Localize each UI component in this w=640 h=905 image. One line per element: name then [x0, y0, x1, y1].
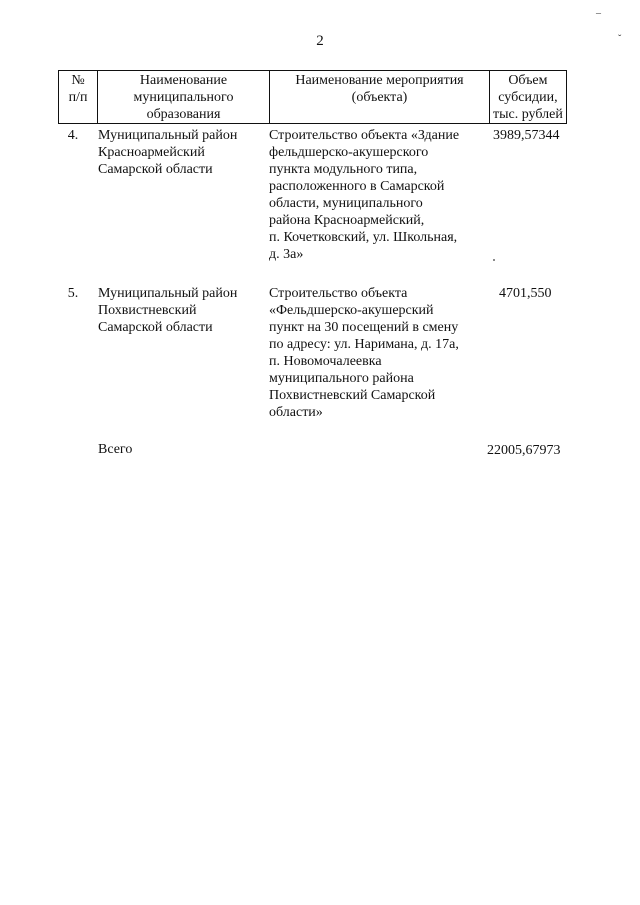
row-municipality: Муниципальный район Красноармейский Самарской области [98, 128, 238, 177]
page-number: 2 [316, 33, 324, 49]
row-sum: 3989,57344 [493, 128, 560, 143]
row-event: Строительство объекта «Здание фельдшерско-акушерского пункта модульного типа, расположенного в Самарской области, муниципального района Красноармейский, п. Кочетковский, ул. Школьная, д. 3а» [269, 128, 460, 262]
total-label: Всего [98, 442, 133, 457]
scan-artifact-mark: ˇ [618, 34, 622, 45]
header-sum: Объем субсидии, тыс. рублей [490, 71, 567, 124]
row-number: 4. [67, 128, 79, 143]
header-num: № п/п [59, 71, 98, 124]
row-number: 5. [67, 286, 79, 301]
row-event: Строительство объекта «Фельдшерско-акушерский пункт на 30 посещений в смену по адресу: ул. Наримана, д. 17а, п. Новомочалеевка муниципального района Похвистневский Самарской области» [269, 286, 459, 420]
header-municipality: Наименование муниципального образования [98, 71, 270, 124]
table-header [58, 70, 567, 124]
total-value: 22005,67973 [487, 443, 561, 458]
row-municipality: Муниципальный район Похвистневский Самарской области [98, 286, 238, 335]
table-row [58, 285, 578, 425]
scan-artifact-mark: – [596, 8, 601, 19]
header-event: Наименование мероприятия (объекта) [270, 71, 490, 124]
table-row [58, 127, 578, 267]
row-sum: 4701,550 [499, 286, 552, 301]
